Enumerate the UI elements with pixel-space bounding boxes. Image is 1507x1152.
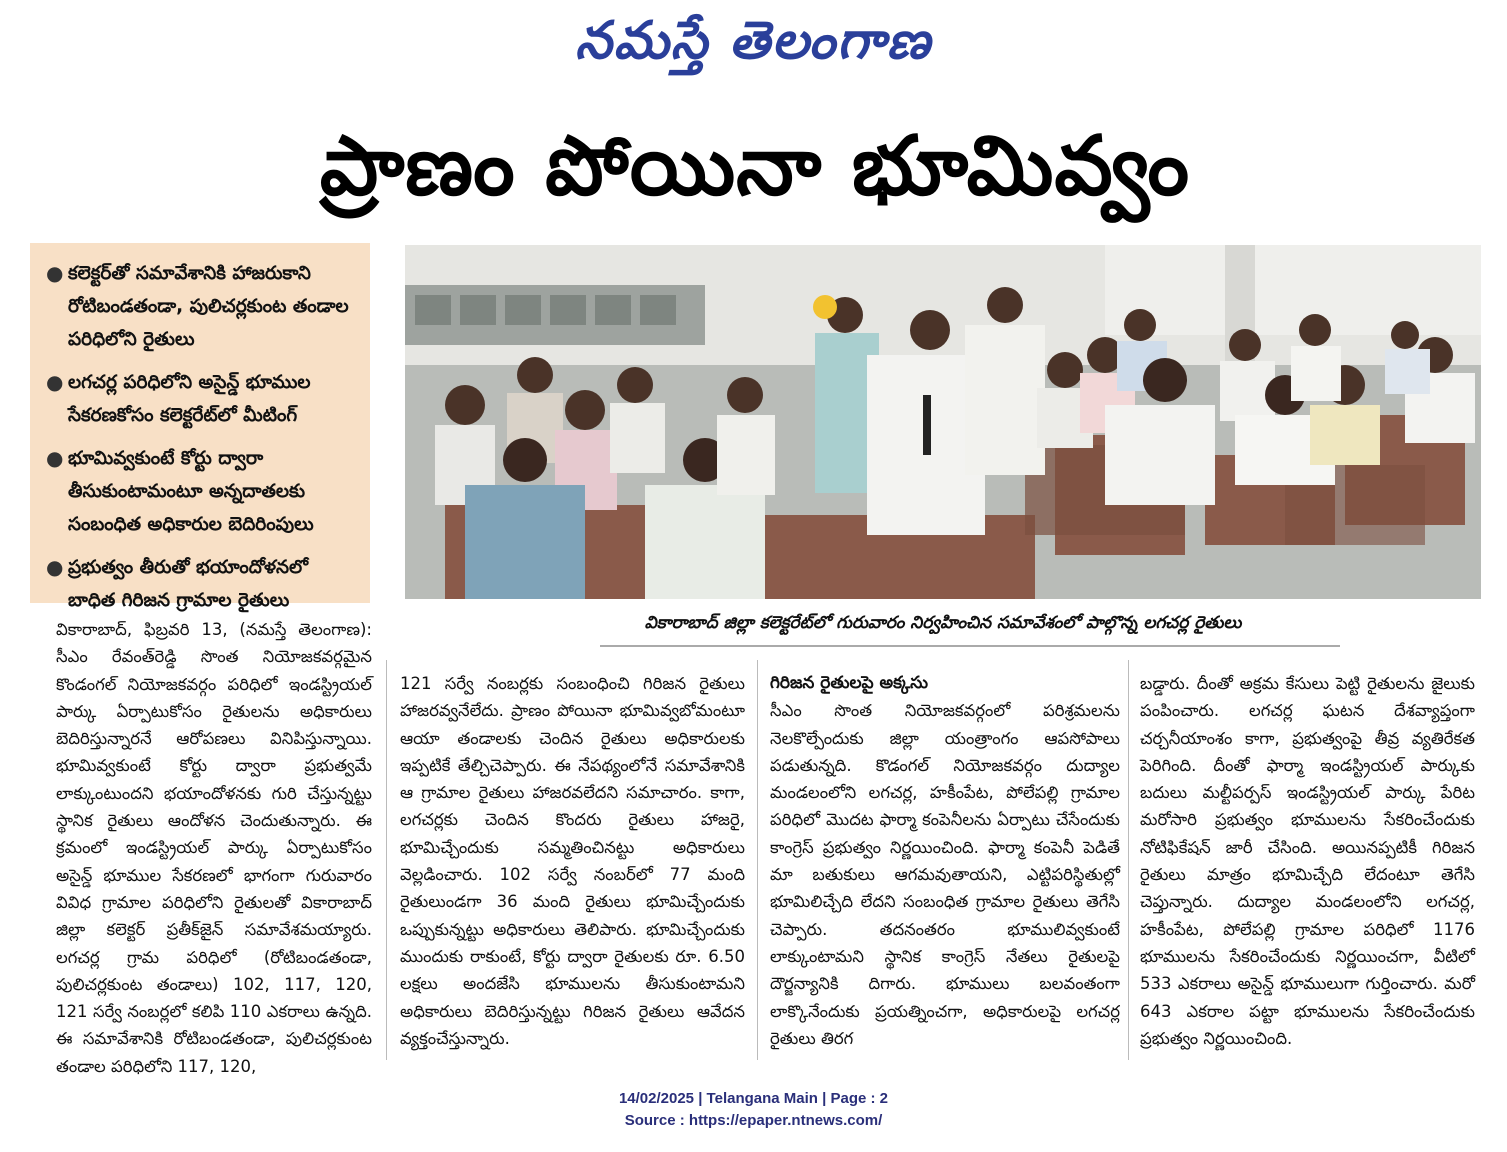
highlights-box: [30, 243, 370, 611]
article-column-2: 121 సర్వే నంబర్లకు సంబంధించి గిరిజన రైతులు హాజరవ్వనేలేదు. ప్రాణం పోయినా భూమివ్వబోమంటూ ఆయా తండాలకు చెందిన రైతులు అధికారులకు ఇప్పటికే తేల్చిచెప్పారు. ఈ నేపథ్యంలోనే సమావేశానికి ఆ గ్రామాల రైతులు హాజరవలేదని సమాచారం. కాగా, లగచర్లకు చెందిన కొందరు రైతులు హాజరై, భూమిచ్చేందుకు సమ్మతించినట్టు అధికారులు వెల్లడించారు. 102 సర్వే నంబర్‌లో 77 మంది రైతులుండగా 36 మంది రైతులు భూమిచ్చేందుకు ఒప్పుకున్నట్టు అధికారులు తెలిపారు. భూమిచ్చేందుకు ముందుకు రాకుంటే, కోర్టు ద్వారా రైతులకు రూ. 6.50 లక్షలు అందజేసి భూములను తీసుకుంటామని అధికారులు బెదిరిస్తున్నట్టు గిరిజన రైతులు ఆవేదన వ్యక్తంచేస్తున్నారు.: [400, 674, 745, 1048]
masthead-logo: నమస్తే తెలంగాణ: [575, 10, 932, 71]
highlight-text: కలెక్టర్‌తో సమావేశానికి హాజరుకాని రోటిబండతండా, పులిచర్లకుంట తండాల పరిధిలోని రైతులు: [68, 263, 349, 350]
bullet-icon: ●: [46, 261, 64, 285]
highlight-text: ప్రభుత్వం తీరుతో భయాందోళనలో బాధిత గిరిజన గ్రామాల రైతులు: [68, 557, 309, 611]
highlight-item: [46, 551, 360, 617]
highlight-item: [46, 257, 360, 356]
article-column-3: [770, 670, 1120, 1052]
subheading: గిరిజన రైతులపై అక్కసు: [770, 673, 929, 693]
photo-caption: వికారాబాద్ జిల్లా కలెక్టరేట్‌లో గురువారం నిర్వహించిన సమావేశంలో పాల్గొన్న లగచర్ల రైతులు: [644, 613, 1242, 633]
caption-divider: [600, 645, 1340, 647]
page-footer: [0, 1088, 1507, 1132]
bullet-icon: ●: [46, 555, 64, 579]
bullet-icon: ●: [46, 446, 64, 470]
source-link[interactable]: Source : https://epaper.ntnews.com/: [624, 1112, 883, 1129]
article-column-3-text: సీఎం సొంత నియోజకవర్గంలో పరిశ్రమలను నెలకొల్పేందుకు జిల్లా యంత్రాంగం ఆపసోపాలు పడుతున్నది. కొడంగల్ నియోజకవర్గం దుద్యాల మండలంలోని లగచర్ల, హకీంపేట, పోలేపల్లి గ్రామాల పరిధిలో మొదట ఫార్మా కంపెనీలను ఏర్పాటు చేసేందుకు కాంగ్రెస్ ప్రభుత్వం నిర్ణయించింది. ఫార్మా కంపెనీ పెడితే మా బతుకులు ఆగమవుతాయని, ఎట్టిపరిస్థితుల్లో భూమిలిచ్చేది లేదని సంబంధిత గ్రామాల రైతులు తెగేసి చెప్పారు. తదనంతరం భూములివ్వకుంటే లాక్కుంటామని స్థానిక కాంగ్రెస్ నేతలు రైతులపై దౌర్జన్యానికి దిగారు. భూములు బలవంతంగా లాక్కొనేందుకు ప్రయత్నించగా, అధికారులపై లగచర్ల రైతులు తిరగ: [770, 701, 1120, 1048]
edition-info: 14/02/2025 | Telangana Main | Page : 2: [618, 1090, 889, 1107]
highlight-text: లగచర్ల పరిధిలోని అసైన్డ్ భూముల సేకరణకోసం కలెక్టరేట్‌లో మీటింగ్: [68, 372, 311, 426]
highlight-item: [46, 442, 360, 541]
highlight-text: భూమివ్వకుంటే కోర్టు ద్వారా తీసుకుంటామంటూ అన్నదాతలకు సంబంధిత అధికారుల బెదిరింపులు: [68, 448, 314, 535]
article-column-4: బడ్డారు. దీంతో అక్రమ కేసులు పెట్టి రైతులను జైలుకు పంపించారు. లగచర్ల ఘటన దేశవ్యాప్తంగా చర్చనీయాంశం కాగా, ప్రభుత్వంపై తీవ్ర వ్యతిరేకత పెరిగింది. దీంతో ఫార్మా ఇండస్ట్రియల్ పార్కుకు బదులు మల్టీపర్పస్ ఇండస్ట్రియల్ పార్కు పేరిట మరోసారి ప్రభుత్వం భూములను సేకరించేందుకు నోటిఫికేషన్ జారీ చేసింది. అయినప్పటికీ గిరిజన రైతులు మాత్రం భూమిచ్చేది లేదంటూ తెగేసి చెప్తున్నారు. దుద్యాల మండలంలోని లగచర్ల, హకీంపేట, పోలేపల్లి గ్రామాల పరిధిలో 1176 భూములను సేకరించేందుకు నిర్ణయించగా, వీటిలో 533 ఎకరాలు అసైన్డ్ భూములుగా గుర్తించారు. మరో 643 ఎకరాల పట్టా భూములను సేకరించేందుకు ప్రభుత్వం నిర్ణయించింది.: [1140, 674, 1475, 1048]
column-divider: [757, 660, 758, 1060]
highlight-item: [46, 366, 360, 432]
column-divider: [1128, 660, 1129, 1060]
headline: ప్రాణం పోయినా భూమివ్వం: [319, 119, 1191, 214]
newspaper-masthead: [0, 6, 1507, 76]
column-divider: [386, 660, 387, 1060]
meeting-photo-illustration: [405, 245, 1481, 599]
article-column-1: వికారాబాద్, ఫిబ్రవరి 13, (నమస్తే తెలంగాణ): సీఎం రేవంత్‌రెడ్డి సొంత నియోజకవర్గమైన కొండంగల్ నియోజకవర్గం పరిధిలో ఇండస్ట్రియల్ పార్కు ఏర్పాటుకోసం రైతులను అధికారులు బెదిరిస్తున్నారనే ఆరోపణలు వినిపిస్తున్నాయి. భూమివ్వకుంటే కోర్టు ద్వారా ప్రభుత్వమే లాక్కుంటుందని భయాందోళనకు గురి చేస్తున్నట్టు స్థానిక రైతులు ఆందోళన చెందుతున్నారు. ఈ క్రమంలో ఇండస్ట్రియల్ పార్కు ఏర్పాటుకోసం అసైన్డ్ భూముల సేకరణలో భాగంగా గురువారం వివిధ గ్రామాల పరిధిలోని రైతులతో వికారాబాద్ జిల్లా కలెక్టర్ ప్రతీక్‌జైన్ సమావేశమయ్యారు. లగచర్ల గ్రామ పరిధిలో (రోటిబండతండా, పులిచర్లకుంట తండాలు) 102, 117, 120, 121 సర్వే నంబర్లలో కలిపి 110 ఎకరాలు ఉన్నది. ఈ సమావేశానికి రోటిబండతండా, పులిచర్లకుంట తండాల పరిధిలోని 117, 120,: [56, 620, 372, 1076]
bullet-icon: ●: [46, 370, 64, 394]
news-photo: [405, 245, 1481, 599]
